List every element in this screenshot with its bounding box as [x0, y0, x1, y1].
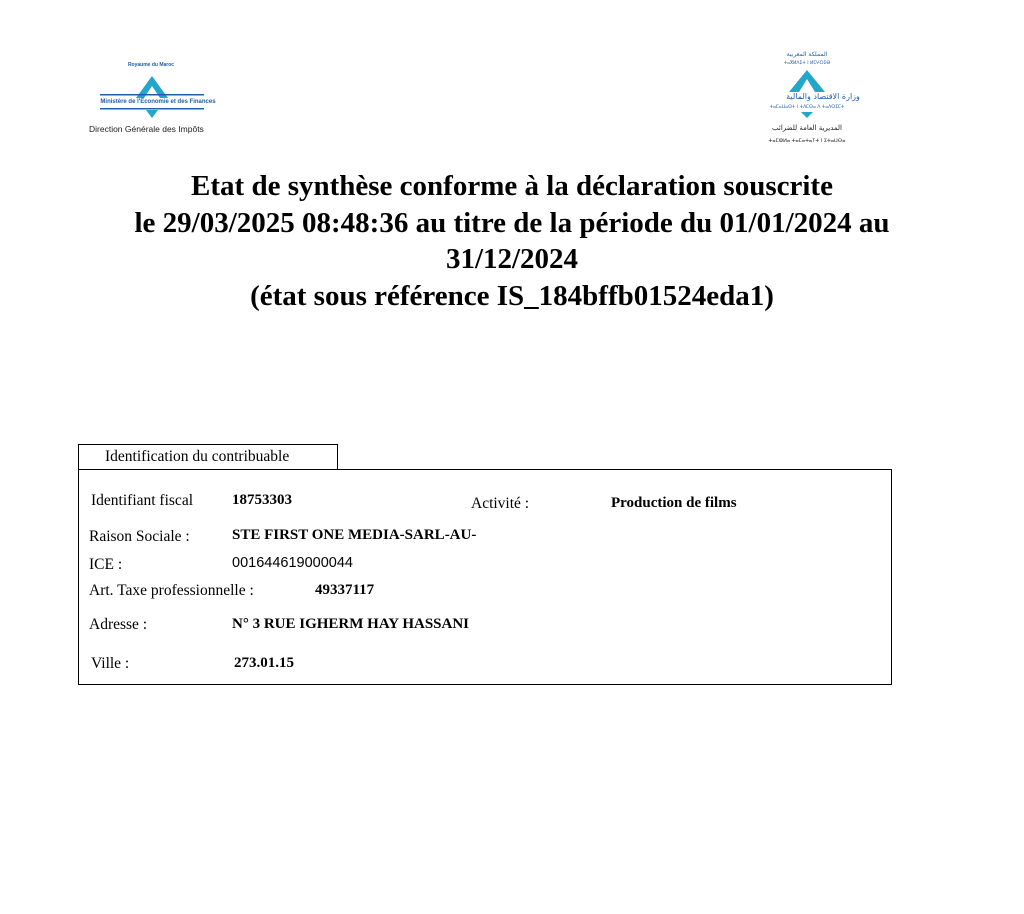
- logo-kingdom-text: Royaume du Maroc: [127, 62, 175, 68]
- ice-label: ICE :: [89, 556, 123, 573]
- tax-value: 49337117: [315, 582, 375, 598]
- fiscal-id-label: Identifiant fiscal: [91, 492, 193, 509]
- logo-right-line3: وزارة الاقتصاد والمالية: [786, 92, 860, 101]
- tax-label: Art. Taxe professionnelle :: [89, 582, 254, 599]
- title-line-3: 31/12/2024: [445, 243, 579, 275]
- city-value: 273.01.15: [234, 655, 294, 671]
- logo-ministry-text: Ministère de l'Économie et des Finances: [100, 99, 216, 105]
- dgi-logo-left: [86, 62, 226, 137]
- fiscal-id-value: 18753303: [232, 492, 292, 508]
- title-line-4: (état sous référence IS_184bffb01524eda1): [250, 279, 774, 312]
- activity-label: Activité :: [471, 495, 530, 512]
- company-label: Raison Sociale :: [89, 528, 190, 545]
- ice-value: 001644619000044: [232, 555, 353, 571]
- logo-right-line6: ⵜⴰⵎⵀⵍⴰ ⵜⴰⵎⴰⵜⴰⵢⵜ ⵏ ⵉⵜⴰⵡⵙⴰ: [768, 138, 846, 144]
- logo-right-line2: ⵜⴰⴳⵍⴷⵉⵜ ⵏ ⵍⵎⵖⵔⵉⴱ: [783, 61, 831, 66]
- activity-value: Production de films: [611, 495, 737, 511]
- logo-right-line1: المملكة المغربية: [786, 51, 828, 58]
- dgi-logo-right: [735, 46, 895, 146]
- company-value: STE FIRST ONE MEDIA-SARL-AU-: [232, 527, 477, 543]
- identification-tab-label: Identification du contribuable: [105, 448, 290, 465]
- address-value: N° 3 RUE IGHERM HAY HASSANI: [232, 616, 470, 632]
- address-label: Adresse :: [89, 616, 148, 633]
- title-line-1: Etat de synthèse conforme à la déclaration souscrite: [191, 170, 833, 202]
- logo-dgi-text: Direction Générale des Impôts: [89, 124, 204, 134]
- title-line-2: le 29/03/2025 08:48:36 au titre de la période du 01/01/2024 au: [134, 206, 890, 239]
- logo-right-line4: ⵜⴰⵎⴰⵡⴰⵙⵜ ⵏ ⵜⴷⵎⵙⴰ ⴷ ⵜⴰⴷⵔⵉⵎⵜ: [769, 105, 845, 110]
- logo-right-line5: المديرية العامة للضرائب: [772, 124, 842, 132]
- identification-tab: [78, 444, 338, 470]
- document-title: [0, 168, 1024, 314]
- city-label: Ville :: [91, 655, 130, 672]
